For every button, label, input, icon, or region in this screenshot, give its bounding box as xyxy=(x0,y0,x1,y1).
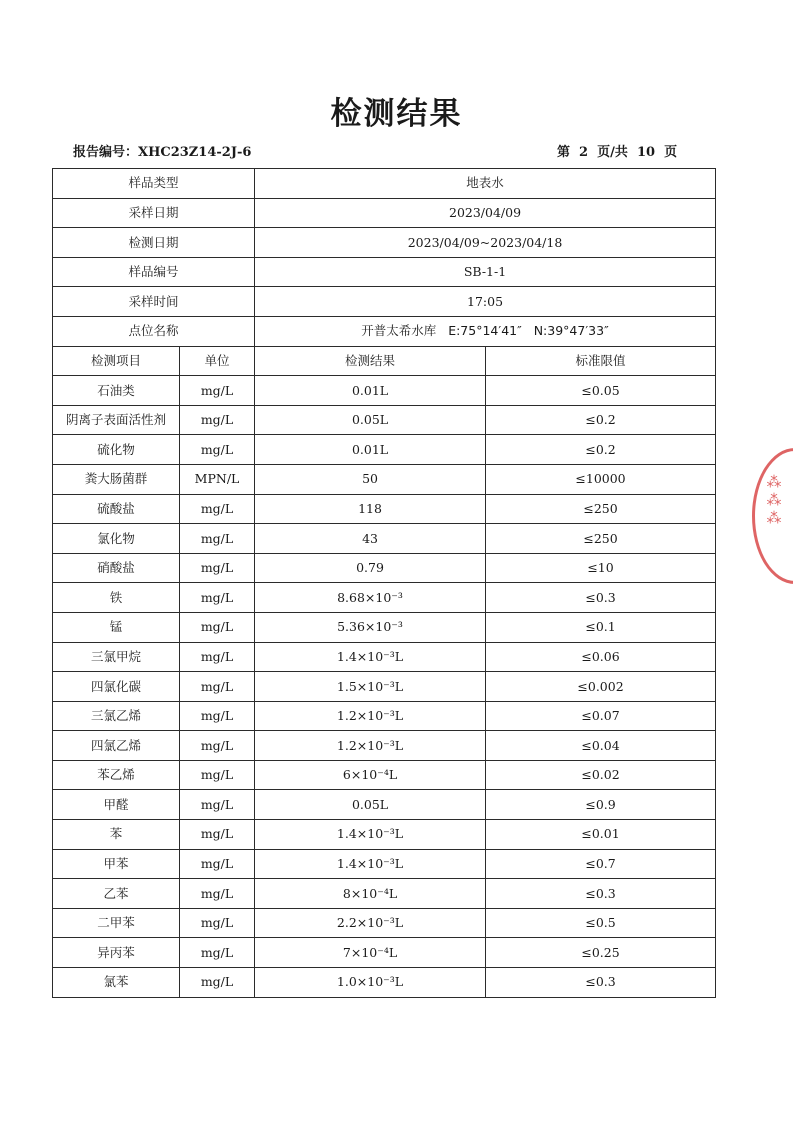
cell-limit: ≤0.3 xyxy=(486,879,716,909)
info-value: 开普太希水库 E:75°14′41″ N:39°47′33″ xyxy=(255,316,716,346)
cell-item: 氯苯 xyxy=(53,968,180,998)
cell-item: 阴离子表面活性剂 xyxy=(53,405,180,435)
cell-unit: mg/L xyxy=(180,790,255,820)
cell-result: 0.79 xyxy=(255,553,486,583)
cell-item: 硫酸盐 xyxy=(53,494,180,524)
cell-limit: ≤10000 xyxy=(486,464,716,494)
cell-limit: ≤0.3 xyxy=(486,583,716,613)
cell-unit: mg/L xyxy=(180,405,255,435)
header-unit: 单位 xyxy=(180,346,255,376)
info-value: SB-1-1 xyxy=(255,257,716,287)
cell-result: 0.01L xyxy=(255,376,486,406)
cell-unit: mg/L xyxy=(180,376,255,406)
table-row xyxy=(53,820,716,850)
cell-unit: mg/L xyxy=(180,642,255,672)
cell-result: 1.2×10⁻³L xyxy=(255,731,486,761)
cell-result: 1.5×10⁻³L xyxy=(255,672,486,702)
table-row xyxy=(53,908,716,938)
cell-unit: mg/L xyxy=(180,849,255,879)
info-label: 检测日期 xyxy=(53,228,255,258)
info-value: 2023/04/09~2023/04/18 xyxy=(255,228,716,258)
cell-item: 氯化物 xyxy=(53,524,180,554)
cell-result: 1.0×10⁻³L xyxy=(255,968,486,998)
cell-result: 1.2×10⁻³L xyxy=(255,701,486,731)
info-row-sampling-date xyxy=(53,198,716,228)
cell-item: 苯 xyxy=(53,820,180,850)
cell-limit: ≤0.5 xyxy=(486,908,716,938)
cell-limit: ≤0.2 xyxy=(486,405,716,435)
info-value: 地表水 xyxy=(255,169,716,199)
cell-limit: ≤0.05 xyxy=(486,376,716,406)
cell-item: 四氯化碳 xyxy=(53,672,180,702)
header-limit: 标准限值 xyxy=(486,346,716,376)
cell-result: 7×10⁻⁴L xyxy=(255,938,486,968)
info-row-sampling-time xyxy=(53,287,716,317)
page-title: 检测结果 xyxy=(330,96,463,132)
cell-unit: mg/L xyxy=(180,701,255,731)
red-seal-stamp xyxy=(752,448,793,584)
cell-unit: mg/L xyxy=(180,553,255,583)
info-label: 样品类型 xyxy=(53,169,255,199)
table-row xyxy=(53,405,716,435)
cell-item: 铁 xyxy=(53,583,180,613)
cell-limit: ≤0.02 xyxy=(486,760,716,790)
table-row xyxy=(53,849,716,879)
cell-limit: ≤0.9 xyxy=(486,790,716,820)
info-row-sample-type xyxy=(53,169,716,199)
cell-unit: mg/L xyxy=(180,968,255,998)
table-row xyxy=(53,642,716,672)
cell-result: 5.36×10⁻³ xyxy=(255,612,486,642)
cell-limit: ≤10 xyxy=(486,553,716,583)
table-row xyxy=(53,376,716,406)
cell-unit: mg/L xyxy=(180,879,255,909)
cell-limit: ≤0.07 xyxy=(486,701,716,731)
cell-result: 0.05L xyxy=(255,405,486,435)
cell-item: 甲醛 xyxy=(53,790,180,820)
report-number: 报告编号：XHC23Z14-2J-6 xyxy=(73,145,252,160)
cell-limit: ≤0.002 xyxy=(486,672,716,702)
table-row xyxy=(53,938,716,968)
table-row xyxy=(53,553,716,583)
cell-unit: MPN/L xyxy=(180,464,255,494)
seal-mark: ⁂⁂⁂ xyxy=(765,473,783,527)
cell-unit: mg/L xyxy=(180,612,255,642)
cell-limit: ≤0.25 xyxy=(486,938,716,968)
cell-item: 苯乙烯 xyxy=(53,760,180,790)
table-row xyxy=(53,701,716,731)
results-table xyxy=(52,168,716,998)
table-row xyxy=(53,583,716,613)
header-result: 检测结果 xyxy=(255,346,486,376)
cell-item: 石油类 xyxy=(53,376,180,406)
cell-item: 乙苯 xyxy=(53,879,180,909)
cell-limit: ≤250 xyxy=(486,524,716,554)
cell-unit: mg/L xyxy=(180,938,255,968)
cell-limit: ≤0.01 xyxy=(486,820,716,850)
cell-item: 粪大肠菌群 xyxy=(53,464,180,494)
cell-item: 异丙苯 xyxy=(53,938,180,968)
info-value: 17:05 xyxy=(255,287,716,317)
cell-unit: mg/L xyxy=(180,820,255,850)
cell-item: 锰 xyxy=(53,612,180,642)
cell-result: 8×10⁻⁴L xyxy=(255,879,486,909)
cell-limit: ≤0.7 xyxy=(486,849,716,879)
table-row xyxy=(53,494,716,524)
cell-result: 2.2×10⁻³L xyxy=(255,908,486,938)
table-row xyxy=(53,760,716,790)
cell-unit: mg/L xyxy=(180,583,255,613)
page-indicator: 第 2 页/共 10 页 xyxy=(557,145,678,160)
table-row xyxy=(53,524,716,554)
cell-unit: mg/L xyxy=(180,435,255,465)
cell-limit: ≤0.04 xyxy=(486,731,716,761)
cell-limit: ≤0.06 xyxy=(486,642,716,672)
header-item: 检测项目 xyxy=(53,346,180,376)
cell-item: 四氯乙烯 xyxy=(53,731,180,761)
cell-result: 1.4×10⁻³L xyxy=(255,849,486,879)
table-row xyxy=(53,731,716,761)
info-label: 样品编号 xyxy=(53,257,255,287)
cell-item: 硝酸盐 xyxy=(53,553,180,583)
cell-item: 硫化物 xyxy=(53,435,180,465)
cell-limit: ≤0.2 xyxy=(486,435,716,465)
cell-limit: ≤0.1 xyxy=(486,612,716,642)
cell-limit: ≤250 xyxy=(486,494,716,524)
info-label: 点位名称 xyxy=(53,316,255,346)
table-row xyxy=(53,968,716,998)
cell-item: 三氯乙烯 xyxy=(53,701,180,731)
cell-unit: mg/L xyxy=(180,908,255,938)
table-row xyxy=(53,879,716,909)
table-row xyxy=(53,435,716,465)
info-row-site-name xyxy=(53,316,716,346)
cell-item: 二甲苯 xyxy=(53,908,180,938)
info-row-sample-id xyxy=(53,257,716,287)
cell-result: 0.01L xyxy=(255,435,486,465)
cell-unit: mg/L xyxy=(180,524,255,554)
cell-item: 三氯甲烷 xyxy=(53,642,180,672)
info-row-test-date xyxy=(53,228,716,258)
cell-result: 0.05L xyxy=(255,790,486,820)
table-row xyxy=(53,790,716,820)
cell-unit: mg/L xyxy=(180,731,255,761)
table-row xyxy=(53,612,716,642)
cell-item: 甲苯 xyxy=(53,849,180,879)
cell-result: 43 xyxy=(255,524,486,554)
cell-result: 6×10⁻⁴L xyxy=(255,760,486,790)
table-row xyxy=(53,464,716,494)
info-label: 采样时间 xyxy=(53,287,255,317)
info-label: 采样日期 xyxy=(53,198,255,228)
table-row xyxy=(53,672,716,702)
cell-limit: ≤0.3 xyxy=(486,968,716,998)
table-header-row xyxy=(53,346,716,376)
cell-result: 1.4×10⁻³L xyxy=(255,820,486,850)
cell-result: 1.4×10⁻³L xyxy=(255,642,486,672)
cell-unit: mg/L xyxy=(180,494,255,524)
cell-unit: mg/L xyxy=(180,672,255,702)
cell-unit: mg/L xyxy=(180,760,255,790)
cell-result: 50 xyxy=(255,464,486,494)
cell-result: 118 xyxy=(255,494,486,524)
info-value: 2023/04/09 xyxy=(255,198,716,228)
cell-result: 8.68×10⁻³ xyxy=(255,583,486,613)
